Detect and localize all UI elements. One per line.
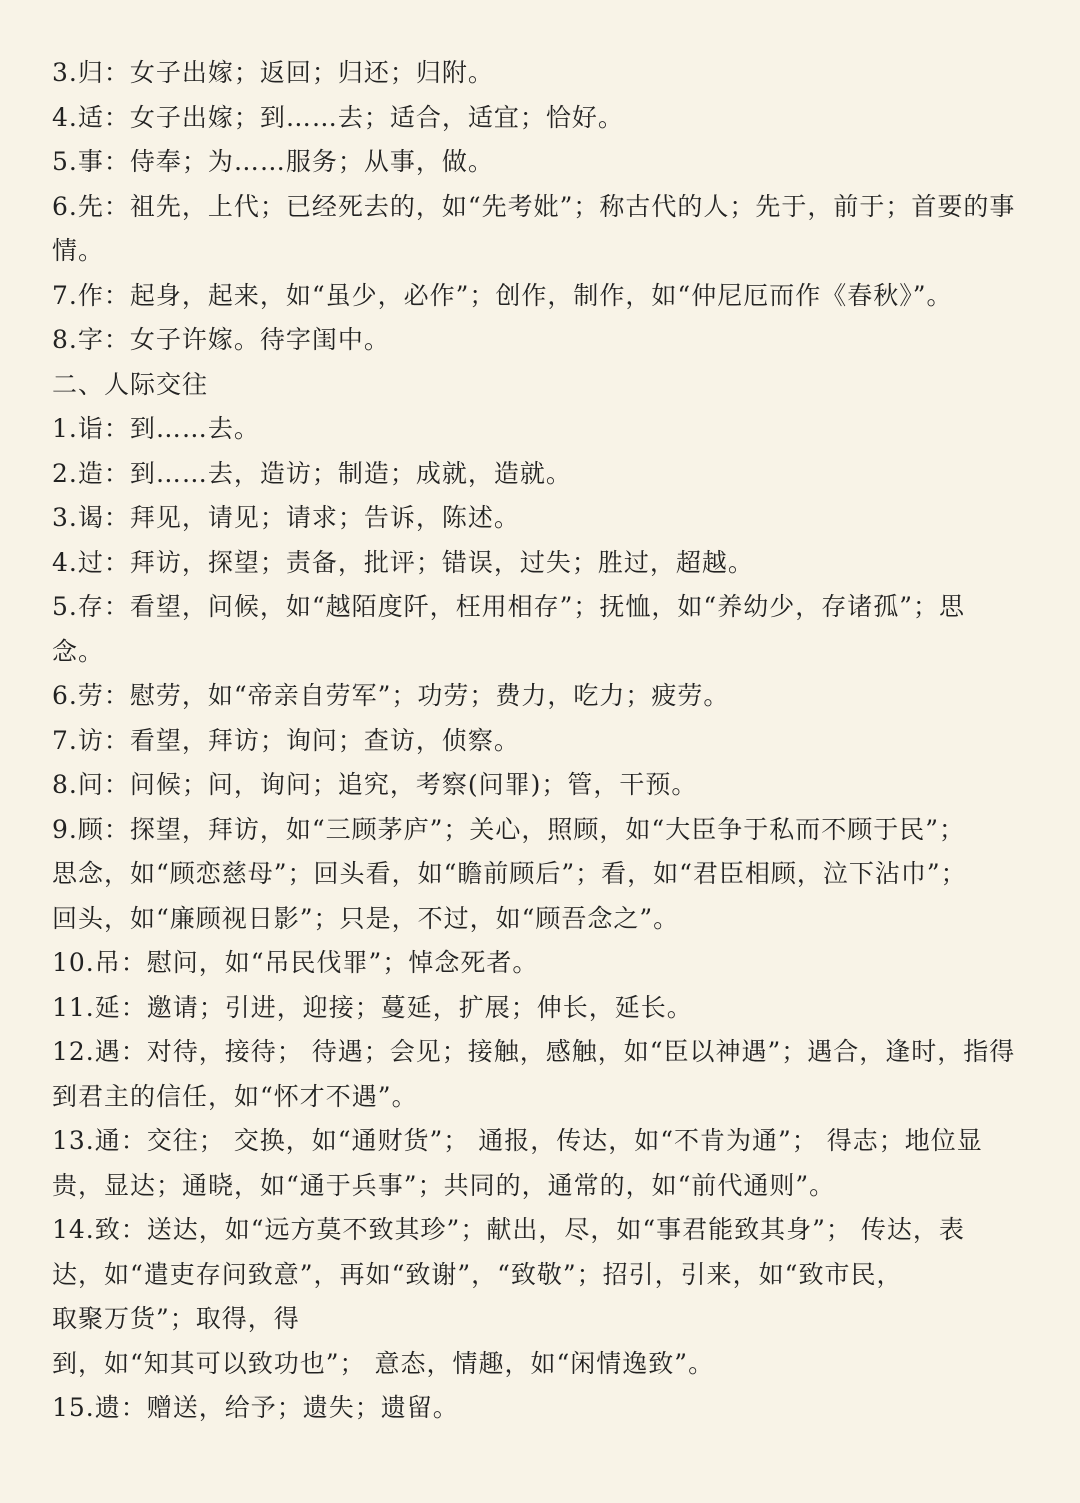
text-line: 到，如“知其可以致功也”； 意态，情趣，如“闲情逸致”。: [52, 1348, 715, 1378]
text-line: 8.问：问候；问，询问；追究，考察(问罪)；管，干预。: [52, 770, 698, 799]
text-line: 6.先：祖先，上代；已经死去的，如“先考妣”；称古代的人；先于，前于；首要的事: [52, 191, 1016, 221]
text-line: 4.过：拜访，探望；责备，批评；错误，过失；胜过，超越。: [52, 547, 754, 577]
text-line: 回头，如“廉顾视日影”；只是，不过，如“顾吾念之”。: [52, 903, 680, 933]
text-line: 10.吊：慰问，如“吊民伐罪”；悼念死者。: [52, 948, 539, 977]
text-line: 13.通：交往； 交换，如“通财货”； 通报，传达，如“不肯为通”； 得志；地位显: [52, 1126, 983, 1155]
text-line: 11.延：邀请；引进，迎接；蔓延，扩展；伸长，延长。: [52, 992, 693, 1022]
text-line: 3.归：女子出嫁；返回；归还；归附。: [52, 58, 494, 87]
text-line: 15.遗：赠送，给予；遗失；遗留。: [52, 1393, 459, 1422]
text-line: 12.遇：对待，接待； 待遇；会见；接触，感触，如“臣以神遇”；遇合，逢时，指得: [52, 1037, 1016, 1066]
section-heading: 二、人际交往: [52, 369, 209, 399]
text-line: 情。: [52, 236, 105, 265]
text-line: 取聚万货”；取得，得: [52, 1304, 300, 1333]
text-line: 4.适：女子出嫁；到……去；适合，适宜；恰好。: [52, 102, 624, 132]
text-line: 1.诣：到……去。: [52, 414, 260, 443]
text-line: 8.字：女子许嫁。待字闺中。: [52, 325, 390, 354]
text-line: 5.存：看望，问候，如“越陌度阡，枉用相存”；抚恤，如“养幼少，存诸孤”；思: [52, 592, 965, 621]
text-line: 2.造：到……去，造访；制造；成就，造就。: [52, 458, 572, 488]
text-line: 念。: [52, 636, 105, 666]
text-line: 7.作：起身，起来，如“虽少，必作”；创作，制作，如“仲尼厄而作《春秋》”。: [52, 280, 953, 310]
text-line: 思念，如“顾恋慈母”；回头看，如“瞻前顾后”；看，如“君臣相顾，泣下沾巾”；: [52, 859, 967, 888]
text-line: 7.访：看望，拜访；询问；查访，侦察。: [52, 725, 520, 755]
text-line: 到君主的信任，如“怀才不遇”。: [52, 1081, 418, 1111]
text-line: 3.谒：拜见，请见；请求；告诉，陈述。: [52, 503, 520, 532]
text-line: 5.事：侍奉；为……服务；从事，做。: [52, 147, 494, 176]
text-line: 达，如“遣吏存问致意”，再如“致谢”，“致敬”；招引，引来，如“致市民，: [52, 1259, 903, 1289]
text-line: 9.顾：探望，拜访，如“三顾茅庐”；关心，照顾，如“大臣争于私而不顾于民”；: [52, 814, 965, 844]
text-line: 6.劳：慰劳，如“帝亲自劳军”；功劳；费力，吃力；疲劳。: [52, 681, 730, 710]
text-line: 贵，显达；通晓，如“通于兵事”；共同的，通常的，如“前代通则”。: [52, 1170, 836, 1200]
text-line: 14.致：送达，如“远方莫不致其珍”；献出，尽，如“事君能致其身”； 传达，表: [52, 1215, 965, 1244]
